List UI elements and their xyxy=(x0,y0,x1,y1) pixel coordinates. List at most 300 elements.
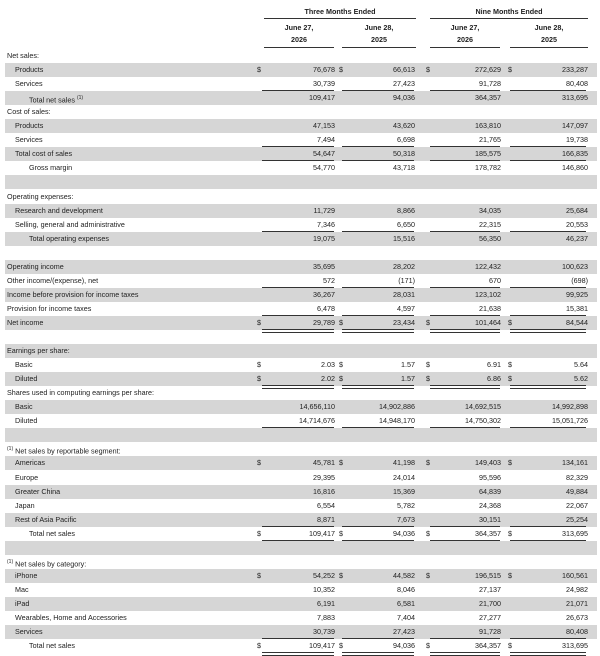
value-cell: 8,046 xyxy=(397,584,415,594)
table-row xyxy=(5,49,597,63)
table-row xyxy=(5,161,597,175)
value-cell: 27,423 xyxy=(393,627,415,637)
spacer-row xyxy=(5,246,597,260)
value-cell: 25,254 xyxy=(566,514,588,524)
double-underline xyxy=(342,652,414,656)
value-cell xyxy=(423,190,501,204)
value-cell: 94,036 xyxy=(393,528,415,538)
row-label-text: Net income xyxy=(7,317,44,327)
dollar-sign: $ xyxy=(257,458,261,468)
value-cell: 233,287 xyxy=(562,65,588,75)
row-label-text: Services xyxy=(15,135,43,145)
row-label-text: Greater China xyxy=(15,486,61,496)
value-cell: 149,403 xyxy=(475,458,501,468)
row-label xyxy=(29,232,109,246)
table-row xyxy=(5,133,597,147)
value-cell: 30,739 xyxy=(313,79,335,89)
value-cell: 27,137 xyxy=(479,584,501,594)
value-cell: (698) xyxy=(571,275,588,285)
dollar-sign: $ xyxy=(508,528,512,538)
value-cell: 19,075 xyxy=(313,233,335,243)
value-cell: 100,623 xyxy=(562,261,588,271)
value-cell: 25,684 xyxy=(566,205,588,215)
row-label-text: Net sales by category: xyxy=(15,559,87,569)
value-cell: 14,992,898 xyxy=(552,402,588,412)
row-label-text: Japan xyxy=(15,500,35,510)
row-label-text: Diluted xyxy=(15,416,38,426)
value-cell: 8,866 xyxy=(397,205,415,215)
table-row xyxy=(5,611,597,625)
value-cell xyxy=(337,386,415,400)
row-label-text: Income before provision for income taxes xyxy=(7,289,139,299)
table-row xyxy=(5,456,597,470)
value-cell: 29,395 xyxy=(313,472,335,482)
dollar-sign: $ xyxy=(339,374,343,384)
value-cell: 14,948,170 xyxy=(379,416,415,426)
row-label xyxy=(7,386,154,400)
row-label xyxy=(15,133,43,147)
value-cell xyxy=(423,386,501,400)
row-label-text: Diluted xyxy=(15,374,38,384)
row-label xyxy=(7,555,86,569)
value-cell: 22,315 xyxy=(479,219,501,229)
value-cell: 14,714,676 xyxy=(299,416,335,426)
value-cell xyxy=(337,344,415,358)
value-cell xyxy=(510,555,588,569)
row-label-text: Total net sales xyxy=(29,95,75,105)
value-cell: 7,883 xyxy=(317,613,335,622)
row-label-text: Gross margin xyxy=(29,163,73,173)
value-cell: 43,718 xyxy=(393,163,415,173)
row-label-text: Selling, general and administrative xyxy=(15,219,125,229)
dollar-sign: $ xyxy=(508,374,512,384)
dollar-sign: $ xyxy=(508,641,512,651)
dollar-sign: $ xyxy=(426,360,430,370)
value-cell xyxy=(510,105,588,119)
value-cell: 47,153 xyxy=(313,121,335,131)
value-cell: 36,267 xyxy=(313,289,335,299)
table-row xyxy=(5,77,597,91)
row-label-text: Net sales: xyxy=(7,51,39,60)
table-row xyxy=(5,316,597,330)
dollar-sign: $ xyxy=(426,65,430,75)
value-cell: 146,860 xyxy=(562,163,588,173)
dollar-sign: $ xyxy=(257,641,261,651)
table-row xyxy=(5,358,597,372)
value-cell: 21,638 xyxy=(479,303,501,313)
table-row xyxy=(5,302,597,316)
value-cell: 166,835 xyxy=(562,149,588,159)
row-label xyxy=(7,49,39,63)
table-row xyxy=(5,119,597,133)
table-row xyxy=(5,569,597,583)
double-underline xyxy=(262,652,334,656)
value-cell: 6.91 xyxy=(487,360,501,370)
spacer-row xyxy=(5,541,597,555)
value-cell: 15,051,726 xyxy=(552,416,588,426)
row-label xyxy=(15,569,37,583)
value-cell: 5,782 xyxy=(397,500,415,510)
footnote-marker: (1) xyxy=(7,446,14,453)
row-label xyxy=(15,400,33,414)
value-cell: 54,252 xyxy=(313,570,335,580)
row-label-text: Rest of Asia Pacific xyxy=(15,514,77,524)
row-label-text: Total cost of sales xyxy=(15,149,73,159)
row-label xyxy=(15,63,43,77)
value-cell: 109,417 xyxy=(309,641,335,651)
row-label-text: Americas xyxy=(15,458,45,468)
dollar-sign: $ xyxy=(257,374,261,384)
row-label-text: Mac xyxy=(15,584,29,594)
row-label xyxy=(15,499,35,513)
row-label xyxy=(7,274,98,288)
value-cell: 91,728 xyxy=(479,79,501,89)
value-cell: 1.57 xyxy=(401,374,415,384)
value-cell: 99,925 xyxy=(566,289,588,299)
row-label xyxy=(29,91,83,105)
value-cell: 94,036 xyxy=(393,641,415,651)
value-cell: 80,408 xyxy=(566,79,588,89)
dollar-sign: $ xyxy=(426,570,430,580)
value-cell: 134,161 xyxy=(562,458,588,468)
dollar-sign: $ xyxy=(426,528,430,538)
row-label-text: Research and development xyxy=(15,205,103,215)
value-cell xyxy=(337,105,415,119)
row-label-text: Basic xyxy=(15,360,33,370)
value-cell: 364,357 xyxy=(475,641,501,651)
row-label-text: Total operating expenses xyxy=(29,233,109,243)
value-cell: 27,277 xyxy=(479,613,501,622)
period-2-line1: June 28, xyxy=(364,23,394,32)
value-cell: 14,902,886 xyxy=(379,402,415,412)
table-row xyxy=(5,274,597,288)
value-cell: 313,695 xyxy=(562,641,588,651)
row-label xyxy=(15,414,37,428)
value-cell: 123,102 xyxy=(475,289,501,299)
value-cell: 54,770 xyxy=(313,163,335,173)
row-label xyxy=(15,147,72,161)
row-label-text: Services xyxy=(15,79,43,89)
table-row xyxy=(5,232,597,246)
value-cell: 20,553 xyxy=(566,219,588,229)
value-cell: 44,582 xyxy=(393,570,415,580)
value-cell: 30,151 xyxy=(479,514,501,524)
value-cell: 35,695 xyxy=(313,261,335,271)
row-label-text: Earnings per share: xyxy=(7,346,70,356)
value-cell: 2.02 xyxy=(321,374,335,384)
row-label-text: Services xyxy=(15,627,43,637)
value-cell xyxy=(337,49,415,63)
value-cell: 572 xyxy=(323,275,335,285)
value-cell: 15,516 xyxy=(393,233,415,243)
row-label-text: Operating income xyxy=(7,261,64,271)
value-cell: 45,781 xyxy=(313,458,335,468)
dollar-sign: $ xyxy=(339,528,343,538)
value-cell xyxy=(423,555,501,569)
value-cell: 30,739 xyxy=(313,627,335,637)
table-row xyxy=(5,386,597,400)
period-3-line2: 2026 xyxy=(457,35,473,44)
period-2-line2: 2025 xyxy=(371,35,387,44)
dollar-sign: $ xyxy=(426,641,430,651)
table-row xyxy=(5,513,597,527)
table-row xyxy=(5,400,597,414)
value-cell: 91,728 xyxy=(479,627,501,637)
table-row xyxy=(5,190,597,204)
value-cell: 95,596 xyxy=(479,472,501,482)
value-cell: 66,613 xyxy=(393,65,415,75)
table-row xyxy=(5,260,597,274)
value-cell: 54,647 xyxy=(313,149,335,159)
value-cell: 24,368 xyxy=(479,500,501,510)
value-cell: 94,036 xyxy=(393,93,415,103)
table-row xyxy=(5,147,597,161)
value-cell: 6,581 xyxy=(397,598,415,608)
table-row xyxy=(5,63,597,77)
row-label xyxy=(15,611,127,625)
value-cell: 26,673 xyxy=(566,613,588,622)
table-row xyxy=(5,218,597,232)
value-cell: 14,656,110 xyxy=(299,402,335,412)
value-cell: 101,464 xyxy=(475,317,501,327)
table-row xyxy=(5,583,597,597)
dollar-sign: $ xyxy=(339,360,343,370)
dollar-sign: $ xyxy=(339,570,343,580)
value-cell: 109,417 xyxy=(309,93,335,103)
row-label-text: Basic xyxy=(15,402,33,412)
dollar-sign: $ xyxy=(508,360,512,370)
row-label xyxy=(29,161,72,175)
table-row xyxy=(5,499,597,513)
value-cell: 21,071 xyxy=(566,598,588,608)
value-cell xyxy=(510,442,588,456)
value-cell: 8,871 xyxy=(317,514,335,524)
dollar-sign: $ xyxy=(257,360,261,370)
dollar-sign: $ xyxy=(508,570,512,580)
value-cell: 147,097 xyxy=(562,121,588,131)
row-label-text: Shares used in computing earnings per share: xyxy=(7,388,155,398)
table-row xyxy=(5,288,597,302)
dollar-sign: $ xyxy=(339,458,343,468)
value-cell xyxy=(257,49,335,63)
value-cell: 15,381 xyxy=(566,303,588,313)
table-row xyxy=(5,414,597,428)
table-row xyxy=(5,555,597,569)
value-cell: 80,408 xyxy=(566,627,588,637)
row-label-text: Other income/(expense), net xyxy=(7,275,99,285)
row-label-text: Provision for income taxes xyxy=(7,303,92,313)
dollar-sign: $ xyxy=(508,65,512,75)
value-cell: 7,346 xyxy=(317,219,335,229)
value-cell: 670 xyxy=(489,275,501,285)
value-cell: 5.64 xyxy=(574,360,588,370)
value-cell: 6,554 xyxy=(317,500,335,510)
row-label-text: Net sales by reportable segment: xyxy=(15,446,121,456)
header-rule xyxy=(430,47,500,48)
value-cell xyxy=(510,386,588,400)
period-4-line1: June 28, xyxy=(534,23,564,32)
value-cell: 6,698 xyxy=(397,135,415,145)
row-label-text: Wearables, Home and Accessories xyxy=(15,613,127,622)
dollar-sign: $ xyxy=(257,65,261,75)
row-label-text: Products xyxy=(15,65,44,75)
period-1-line1: June 27, xyxy=(284,23,314,32)
row-label xyxy=(15,358,33,372)
row-label xyxy=(7,288,138,302)
spacer-row xyxy=(5,175,597,189)
dollar-sign: $ xyxy=(339,317,343,327)
group-header-nine-months: Nine Months Ended xyxy=(430,6,588,19)
value-cell: 14,692,515 xyxy=(465,402,501,412)
value-cell: 7,494 xyxy=(317,135,335,145)
value-cell: 84,544 xyxy=(566,317,588,327)
table-row xyxy=(5,639,597,653)
row-label xyxy=(15,513,77,527)
value-cell: 5.62 xyxy=(574,374,588,384)
value-cell: 109,417 xyxy=(309,528,335,538)
row-label xyxy=(15,77,43,91)
spacer-row xyxy=(5,330,597,344)
value-cell xyxy=(423,442,501,456)
row-label xyxy=(15,119,43,133)
row-label-text: Europe xyxy=(15,472,39,482)
value-cell: 41,198 xyxy=(393,458,415,468)
table-row xyxy=(5,372,597,386)
value-cell: 6.86 xyxy=(487,374,501,384)
dollar-sign: $ xyxy=(426,374,430,384)
value-cell: 28,031 xyxy=(393,289,415,299)
row-label xyxy=(29,639,75,653)
value-cell: 49,884 xyxy=(566,486,588,496)
value-cell: 6,650 xyxy=(397,219,415,229)
row-label xyxy=(15,218,125,232)
row-label xyxy=(29,527,75,541)
value-cell: 7,404 xyxy=(397,613,415,622)
value-cell xyxy=(510,49,588,63)
table-row xyxy=(5,91,597,105)
value-cell: 1.57 xyxy=(401,360,415,370)
row-label-text: Cost of sales: xyxy=(7,107,51,117)
row-label xyxy=(7,260,64,274)
value-cell: 24,014 xyxy=(393,472,415,482)
group-header-three-months: Three Months Ended xyxy=(264,6,416,19)
value-cell xyxy=(257,344,335,358)
value-cell: 22,067 xyxy=(566,500,588,510)
row-label xyxy=(7,442,121,456)
value-cell: 10,352 xyxy=(313,584,335,594)
table-row xyxy=(5,105,597,119)
value-cell: 21,765 xyxy=(479,135,501,145)
double-underline xyxy=(510,652,586,656)
value-cell: 185,575 xyxy=(475,149,501,159)
dollar-sign: $ xyxy=(508,458,512,468)
table-row xyxy=(5,344,597,358)
value-cell: 6,191 xyxy=(317,598,335,608)
row-label xyxy=(15,583,29,597)
value-cell xyxy=(257,386,335,400)
period-4-line2: 2025 xyxy=(541,35,557,44)
value-cell: 16,816 xyxy=(313,486,335,496)
value-cell xyxy=(257,190,335,204)
value-cell: 163,810 xyxy=(475,121,501,131)
value-cell: 7,673 xyxy=(397,514,415,524)
value-cell xyxy=(337,555,415,569)
header-rule xyxy=(342,47,416,48)
table-row xyxy=(5,597,597,611)
row-label-text: Operating expenses: xyxy=(7,191,74,201)
value-cell: 313,695 xyxy=(562,93,588,103)
column-header xyxy=(0,0,600,44)
row-label-text: Total net sales xyxy=(29,528,75,538)
table-row xyxy=(5,204,597,218)
value-cell: 24,982 xyxy=(566,584,588,594)
dollar-sign: $ xyxy=(257,570,261,580)
table-row xyxy=(5,485,597,499)
row-label xyxy=(15,204,103,218)
value-cell: 2.03 xyxy=(321,360,335,370)
value-cell xyxy=(257,105,335,119)
row-label xyxy=(15,597,29,611)
dollar-sign: $ xyxy=(257,528,261,538)
value-cell: 43,620 xyxy=(393,121,415,131)
row-label-text: Total net sales xyxy=(29,641,75,651)
value-cell: 11,729 xyxy=(313,205,335,215)
value-cell: 23,434 xyxy=(393,317,415,327)
value-cell: 29,789 xyxy=(313,317,335,327)
dollar-sign: $ xyxy=(339,641,343,651)
footnote-marker: (1) xyxy=(76,95,84,102)
value-cell: 6,478 xyxy=(317,303,335,313)
value-cell xyxy=(257,442,335,456)
value-cell: 27,423 xyxy=(393,79,415,89)
value-cell: 4,597 xyxy=(397,303,415,313)
double-underline xyxy=(430,652,500,656)
value-cell: 364,357 xyxy=(475,93,501,103)
value-cell xyxy=(423,344,501,358)
row-label xyxy=(15,372,37,386)
value-cell: 364,357 xyxy=(475,528,501,538)
value-cell: 50,318 xyxy=(393,149,415,159)
row-label-text: Products xyxy=(15,121,44,131)
value-cell: 313,695 xyxy=(562,528,588,538)
row-label xyxy=(7,105,51,119)
value-cell xyxy=(510,190,588,204)
dollar-sign: $ xyxy=(508,317,512,327)
header-rule xyxy=(264,47,334,48)
dollar-sign: $ xyxy=(426,458,430,468)
table-row xyxy=(5,625,597,639)
period-1-line2: 2026 xyxy=(291,35,307,44)
footnote-marker: (1) xyxy=(7,558,14,565)
value-cell: 272,629 xyxy=(475,65,501,75)
value-cell: 122,432 xyxy=(475,261,501,271)
value-cell: 21,700 xyxy=(479,598,501,608)
value-cell xyxy=(337,442,415,456)
row-label xyxy=(15,456,45,470)
spacer-row xyxy=(5,428,597,442)
value-cell: 15,369 xyxy=(393,486,415,496)
value-cell xyxy=(423,49,501,63)
table-row xyxy=(5,527,597,541)
value-cell: 14,750,302 xyxy=(465,416,501,426)
table-row xyxy=(5,442,597,456)
row-label xyxy=(7,344,70,358)
value-cell: 19,738 xyxy=(566,135,588,145)
dollar-sign: $ xyxy=(426,317,430,327)
row-label xyxy=(15,485,60,499)
value-cell: 178,782 xyxy=(475,163,501,173)
value-cell: 76,678 xyxy=(313,65,335,75)
